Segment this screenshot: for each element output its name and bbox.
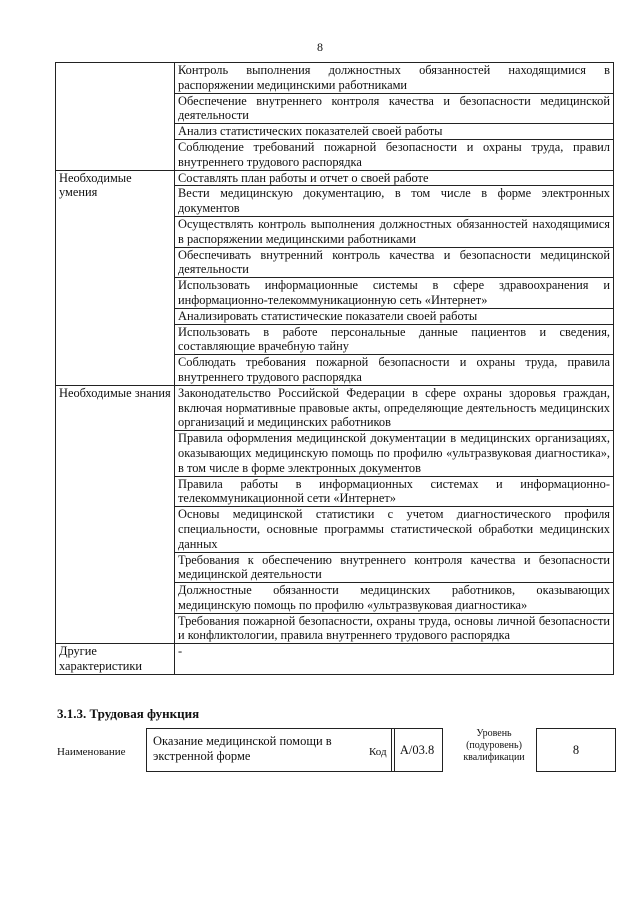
requirement-item: Анализировать статистические показатели своей работы — [175, 308, 614, 324]
requirement-item: Обеспечение внутреннего контроля качества и безопасности медицинской деятельности — [175, 93, 614, 124]
table-row — [56, 644, 614, 675]
section-heading: 3.1.3. Трудовая функция — [57, 706, 200, 721]
requirement-item: Анализ статистических показателей своей работы — [175, 124, 614, 140]
requirement-item: Законодательство Российской Федерации в сфере охраны здоровья граждан, включая нормативные правовые акты, определяющие деятельность медицинских организаций и медицинских работников — [175, 385, 614, 430]
requirement-item: Правила оформления медицинской документации в медицинских организациях, оказывающих медицинскую помощь по профилю «ультразвуковая диагностика», в том числе в форме электронных документов — [175, 431, 614, 476]
level-label: Уровень (подуровень) квалификации — [463, 728, 525, 763]
row-group-label — [56, 63, 175, 171]
name-value: Оказание медицинской помощи в экстренной форме — [146, 728, 395, 772]
requirement-item: Составлять план работы и отчет о своей работе — [175, 170, 614, 186]
level-value: 8 — [536, 728, 616, 772]
requirement-item: Соблюдение требований пожарной безопасности и охраны труда, правил внутреннего трудового распорядка — [175, 139, 614, 170]
table-row — [56, 63, 614, 94]
requirement-item: Соблюдать требования пожарной безопасности и охраны труда, правила внутреннего трудового распорядка — [175, 355, 614, 386]
requirement-item: Контроль выполнения должностных обязанностей находящимися в распоряжении медицинскими работниками — [175, 63, 614, 94]
table-row — [56, 170, 614, 186]
row-group-label: Необходимые знания — [56, 385, 175, 644]
name-label: Наименование — [57, 746, 126, 758]
requirement-item: Требования пожарной безопасности, охраны труда, основы личной безопасности и конфликтологии, правила внутреннего трудового распорядка — [175, 613, 614, 644]
requirement-item: Использовать информационные системы в сфере здравоохранения и информационно-телекоммуникационную сеть «Интернет» — [175, 278, 614, 309]
table-row — [56, 385, 614, 430]
page-number: 8 — [317, 40, 323, 54]
row-group-label: Необходимые умения — [56, 170, 175, 385]
requirement-item: Правила работы в информационных системах и информационно-телекоммуникационной сети «Интернет» — [175, 476, 614, 507]
requirement-item: - — [175, 644, 614, 675]
requirement-item: Осуществлять контроль выполнения должностных обязанностей находящимися в распоряжении медицинскими работниками — [175, 216, 614, 247]
requirement-item: Использовать в работе персональные данные пациентов и сведения, составляющие врачебную тайну — [175, 324, 614, 355]
requirements-table — [55, 62, 614, 675]
requirement-item: Должностные обязанности медицинских работников, оказывающих медицинскую помощь по профилю «ультразвуковая диагностика» — [175, 583, 614, 614]
row-group-label: Другие характеристики — [56, 644, 175, 675]
requirement-item: Требования к обеспечению внутреннего контроля качества и безопасности медицинской деятельности — [175, 552, 614, 583]
requirement-item: Основы медицинской статистики с учетом диагностического профиля специальности, основные программы статистической обработки медицинских данных — [175, 507, 614, 552]
requirement-item: Обеспечивать внутренний контроль качества и безопасности медицинской деятельности — [175, 247, 614, 278]
requirement-item: Вести медицинскую документацию, в том числе в форме электронных документов — [175, 186, 614, 217]
code-value: А/03.8 — [391, 728, 443, 772]
code-label: Код — [369, 746, 387, 758]
